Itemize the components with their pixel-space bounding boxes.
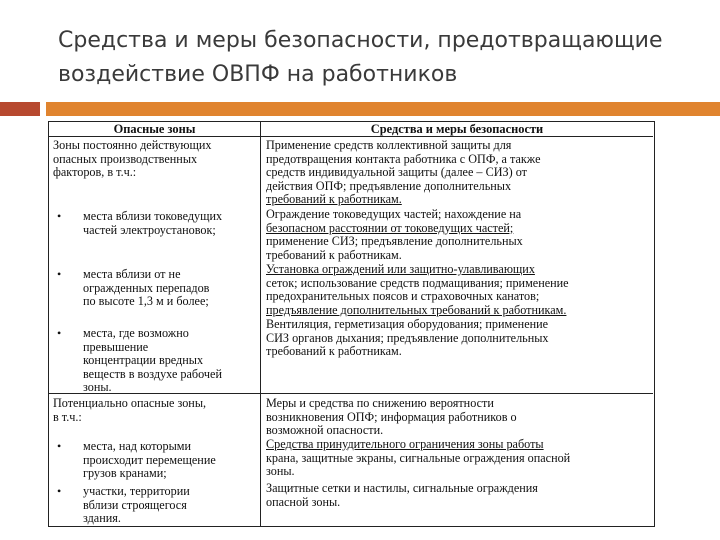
left-bullet-height-drops: • места вблизи от не огражденных перепадов по высоте 1,3 м и более; [57,267,210,309]
left-bullet-harmful-substances: • места, где возможно превышение концентрации вредных веществ в воздухе рабочей зоны. [57,326,222,395]
right-measures-crane-loads: Средства принудительного ограничения зоны работы крана, защитные экраны, сигнальные ограждения опасной зоны. [266,437,571,479]
bullet-icon: • [57,484,62,498]
header-safety-measures: Средства и меры безопасности [261,122,653,137]
left-group2-intro: Потенциально опасные зоны, в т.ч.: [53,396,207,424]
right-measures-harmful-substances: Вентиляция, герметизация оборудования; применение СИЗ органов дыхания; предъявление дополнительных требований к работникам. [266,317,549,359]
title-line-1: Средства и меры безопасности, предотвращающие [58,28,663,53]
title-line-2: воздействие ОВПФ на работников [58,62,458,87]
right-measures-height-drops: Установка ограждений или защитно-улавливающих сеток; использование средств подмащивания; применение предохранительных поясов и страховочных канатов; предъявление дополнительных требований к работникам. [266,262,569,317]
left-bullet-crane-loads: • места, над которыми происходит перемещение грузов кранами; [57,439,216,481]
right-group2-intro: Меры и средства по снижению вероятности возникновения ОПФ; информация работников о возможной опасности. [266,396,517,438]
accent-bar [46,102,720,116]
right-group1-intro: Применение средств коллективной защиты для предотвращения контакта работника с ОПФ, а также средств индивидуальной защиты (далее – СИЗ) от действия ОПФ; предъявление дополнительных требований к работникам. [266,138,541,207]
bullet-icon: • [57,326,62,340]
left-bullet-live-parts: • места вблизи токоведущих частей электроустановок; [57,209,223,237]
right-measures-building-areas: Защитные сетки и настилы, сигнальные ограждения опасной зоны. [266,481,538,509]
safety-table [48,121,655,527]
bullet-icon: • [57,267,62,281]
header-dangerous-zones: Опасные зоны [49,122,260,137]
accent-bar-dark [0,102,40,116]
left-group1-intro: Зоны постоянно действующих опасных производственных факторов, в т.ч.: [53,138,212,180]
left-bullet-building-areas: • участки, территории вблизи строящегося здания. [57,484,190,526]
column-divider [260,122,261,526]
right-measures-live-parts: Ограждение токоведущих частей; нахождение на безопасном расстоянии от токоведущих частей; применение СИЗ; предъявление дополнительных требований к работникам. [266,207,523,262]
bullet-icon: • [57,209,62,223]
slide-title [58,24,698,92]
bullet-icon: • [57,439,62,453]
row-divider [49,393,653,394]
